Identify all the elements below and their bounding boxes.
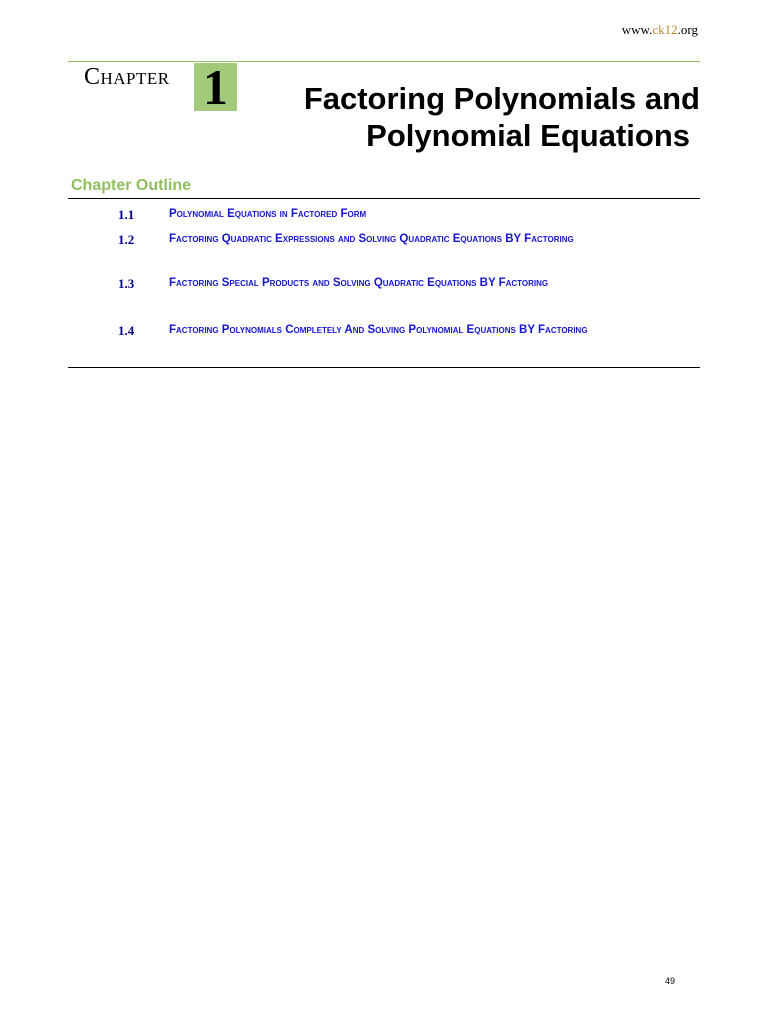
chapter-number: 1 — [203, 59, 228, 115]
site-url — [622, 22, 698, 38]
chapter-title-line-1: Factoring Polynomials and — [303, 81, 700, 116]
toc-entry-number: 1.1 — [118, 207, 135, 222]
site-url-suffix: .org — [677, 22, 698, 37]
outline-heading: Chapter Outline — [71, 177, 192, 194]
toc-entry-link[interactable]: Factoring Polynomials Completely And Solving Polynomial Equations BY Factoring — [169, 324, 588, 336]
toc-entry-number: 1.3 — [118, 276, 135, 291]
toc-entry-number: 1.2 — [118, 232, 135, 247]
top-divider — [68, 61, 700, 62]
toc-entry-link[interactable]: Factoring Special Products and Solving Quadratic Equations BY Factoring — [169, 277, 549, 289]
chapter-label: Chapter — [84, 64, 170, 90]
site-url-prefix: www. — [621, 22, 653, 37]
chapter-title — [230, 80, 700, 154]
site-url-accent: ck12 — [652, 22, 678, 37]
toc-entry-link[interactable]: Factoring Quadratic Expressions and Solving Quadratic Equations BY Factoring — [169, 233, 574, 245]
page-number: 49 — [665, 976, 676, 986]
toc-entry-link[interactable]: Polynomial Equations in Factored Form — [169, 208, 367, 220]
toc-entry-number: 1.4 — [118, 323, 135, 338]
chapter-title-line-2: Polynomial Equations — [366, 118, 690, 153]
outline-top-divider — [68, 198, 700, 199]
outline-bottom-divider — [68, 367, 700, 368]
